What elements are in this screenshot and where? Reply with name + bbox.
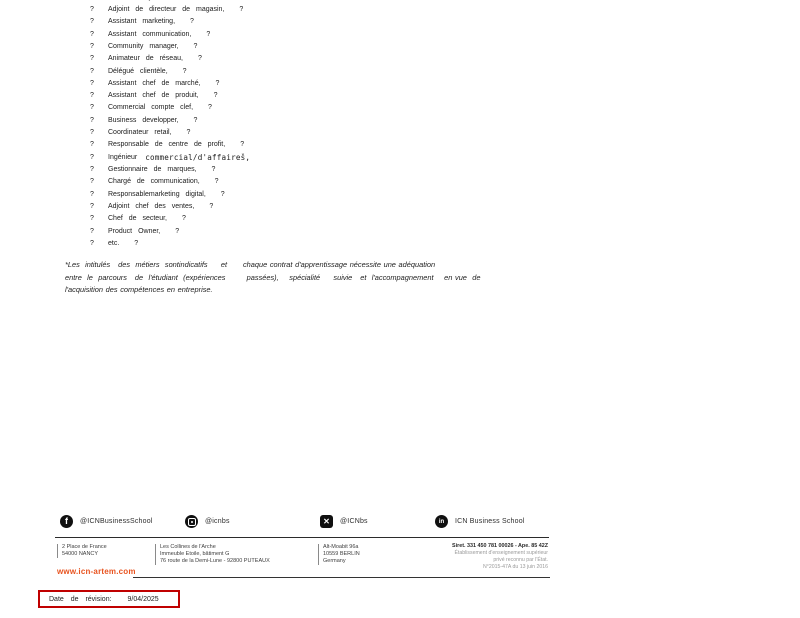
- social-item[interactable]: [60, 513, 153, 530]
- job-title: Community manager,: [108, 42, 179, 50]
- trailing-glyph: ?: [193, 116, 198, 124]
- bullet-glyph: ?: [90, 141, 94, 149]
- job-list-item: [90, 3, 250, 15]
- trailing-glyph: ?: [206, 30, 211, 38]
- bullet-glyph: ?: [90, 116, 94, 124]
- bullet-glyph: ?: [90, 79, 94, 87]
- x-icon: ✕: [320, 515, 333, 528]
- bullet-glyph: ?: [90, 190, 94, 198]
- address-paris: [155, 544, 270, 565]
- revision-box: [38, 590, 180, 608]
- job-title-alt: commercial/d'affaireš,: [145, 152, 251, 162]
- job-title: Assistant chef de marché,: [108, 79, 201, 87]
- bullet-glyph: ?: [90, 30, 94, 38]
- trailing-glyph: ?: [214, 178, 219, 186]
- bullet-glyph: ?: [90, 227, 94, 235]
- legal-line: N°2015-47A du 13 juin 2016: [483, 563, 548, 570]
- bullet-glyph: ?: [90, 5, 94, 13]
- job-list-item: [90, 188, 250, 200]
- social-handle: @ICNbs: [340, 518, 368, 525]
- footer-divider: [55, 537, 549, 538]
- bullet-glyph: [90, 0, 108, 1]
- job-title: Chargé de communication,: [108, 178, 200, 186]
- job-title: Adjoint de directeur de magasin,: [108, 5, 225, 13]
- website-link[interactable]: www.icn-artem.com: [57, 567, 136, 576]
- legal-line: Établissement d'enseignement supérieur: [454, 549, 548, 556]
- trailing-glyph: ?: [193, 42, 198, 50]
- bullet-glyph: ?: [90, 67, 94, 75]
- bullet-glyph: ?: [90, 239, 94, 247]
- trailing-glyph: ?: [220, 190, 225, 198]
- note-line: *Les intitulés des métiers sontindicatifs et chaque contrat d'apprentissage nécessite une adéquation: [65, 260, 436, 269]
- trailing-glyph: ?: [240, 141, 245, 149]
- bullet-glyph: ?: [90, 92, 94, 100]
- job-list-item: [90, 139, 250, 151]
- address-line: Germany: [323, 557, 346, 564]
- job-list-item: [90, 16, 250, 28]
- bullet-glyph: ?: [90, 178, 94, 186]
- job-title: Animateur de réseau,: [108, 55, 183, 63]
- job-title: etc.: [108, 239, 120, 247]
- job-title: Délégué clientèle,: [108, 67, 168, 75]
- social-item[interactable]: [320, 513, 368, 530]
- job-list-item: [90, 65, 250, 77]
- job-title: [108, 0, 162, 1]
- trailing-glyph: ?: [239, 5, 244, 13]
- trailing-glyph: ?: [175, 227, 180, 235]
- trailing-glyph: ?: [197, 55, 202, 63]
- trailing-glyph: ?: [215, 79, 220, 87]
- address-line: Les Collines de l'Arche: [160, 544, 216, 550]
- bullet-glyph: ?: [90, 166, 94, 174]
- revision-label: Date de révision:: [49, 595, 112, 603]
- job-title: Assistant communication,: [108, 30, 192, 38]
- job-list: [90, 0, 250, 250]
- bullet-glyph: ?: [90, 215, 94, 223]
- legal-line: privé reconnu par l'État.: [493, 556, 548, 563]
- note-line: entre le parcours de l'étudiant (expériences passées), spécialité suivie et l'accompagnement en vue de: [65, 272, 481, 282]
- linkedin-icon: in: [435, 515, 448, 528]
- facebook-icon: f: [60, 515, 73, 528]
- job-list-item: [90, 102, 250, 114]
- job-list-item: [90, 77, 250, 89]
- job-list-item: [90, 163, 250, 175]
- bullet-glyph: ?: [90, 55, 94, 63]
- siret-line: Siret. 331 450 781 00026 - Ape. 85 42Z: [452, 543, 548, 549]
- job-list-item: [90, 176, 250, 188]
- job-list-item: [90, 225, 250, 237]
- job-title: Assistant marketing,: [108, 18, 176, 26]
- trailing-glyph: ?: [181, 215, 186, 223]
- job-list-item: [90, 40, 250, 52]
- bullet-glyph: ?: [90, 129, 94, 137]
- social-handle: ICN Business School: [455, 518, 525, 525]
- address-berlin: [318, 544, 360, 565]
- trailing-glyph: ?: [134, 239, 139, 247]
- bullet-glyph: ?: [90, 18, 94, 26]
- job-title: Responsablemarketing digital,: [108, 190, 206, 198]
- social-item[interactable]: [185, 513, 230, 530]
- trailing-glyph: ?: [182, 67, 187, 75]
- job-title: Assistant chef de produit,: [108, 92, 199, 100]
- trailing-glyph: ?: [211, 166, 216, 174]
- job-list-item: [90, 126, 250, 138]
- trailing-glyph: ?: [213, 92, 218, 100]
- job-title: Business developper,: [108, 116, 179, 124]
- address-line: 76 route de la Demi-Lune - 92800 PUTEAUX: [160, 557, 270, 564]
- trailing-glyph: ?: [190, 18, 194, 26]
- note-line: l'acquisition des compétences en entreprise.: [65, 285, 213, 295]
- revision-date: 9/04/2025: [127, 595, 159, 603]
- bullet-glyph: ?: [90, 153, 94, 161]
- job-list-item: [90, 237, 250, 249]
- job-title: Responsable de centre de profit,: [108, 141, 226, 149]
- address-nancy: [57, 544, 107, 558]
- job-title: Gestionnaire de marques,: [108, 166, 197, 174]
- job-list-item: [90, 114, 250, 126]
- job-title: Chef de secteur,: [108, 215, 167, 223]
- legal-lines: [400, 550, 548, 571]
- job-list-item: [90, 213, 250, 225]
- social-handle: @icnbs: [205, 518, 230, 525]
- address-line: Immeuble Etoile, bâtiment G: [160, 550, 230, 557]
- job-list-item: [90, 90, 250, 102]
- address-line: 54000 NANCY: [62, 550, 99, 557]
- instagram-lens: [188, 518, 196, 526]
- trailing-glyph: ?: [208, 104, 212, 112]
- job-title: Adjoint chef des ventes,: [108, 202, 195, 210]
- job-list-item: [90, 28, 250, 40]
- job-list-item: [90, 200, 250, 212]
- address-line: Alt-Moabit 96a: [323, 544, 359, 550]
- job-title: Ingénieur: [108, 153, 138, 161]
- trailing-glyph: ?: [186, 129, 191, 137]
- bullet-glyph: ?: [90, 42, 94, 50]
- job-title: Product Owner,: [108, 227, 161, 235]
- social-handle: @ICNBusinessSchool: [80, 518, 153, 525]
- social-item[interactable]: [435, 513, 525, 530]
- address-line: 10559 BERLIN: [323, 550, 360, 557]
- instagram-icon: [185, 515, 198, 528]
- address-line: 2 Place de France: [62, 544, 107, 550]
- trailing-glyph: [177, 0, 181, 1]
- job-title: Coordinateur retail,: [108, 129, 172, 137]
- bullet-glyph: ?: [90, 202, 94, 210]
- job-title: Commercial compte clef,: [108, 104, 194, 112]
- job-list-item: [90, 53, 250, 65]
- disclaimer-note: [65, 259, 545, 297]
- legal-info: [400, 543, 548, 571]
- job-list-item: [90, 151, 250, 163]
- signature-line: [133, 577, 550, 578]
- bullet-glyph: ?: [90, 104, 94, 112]
- trailing-glyph: ?: [209, 202, 214, 210]
